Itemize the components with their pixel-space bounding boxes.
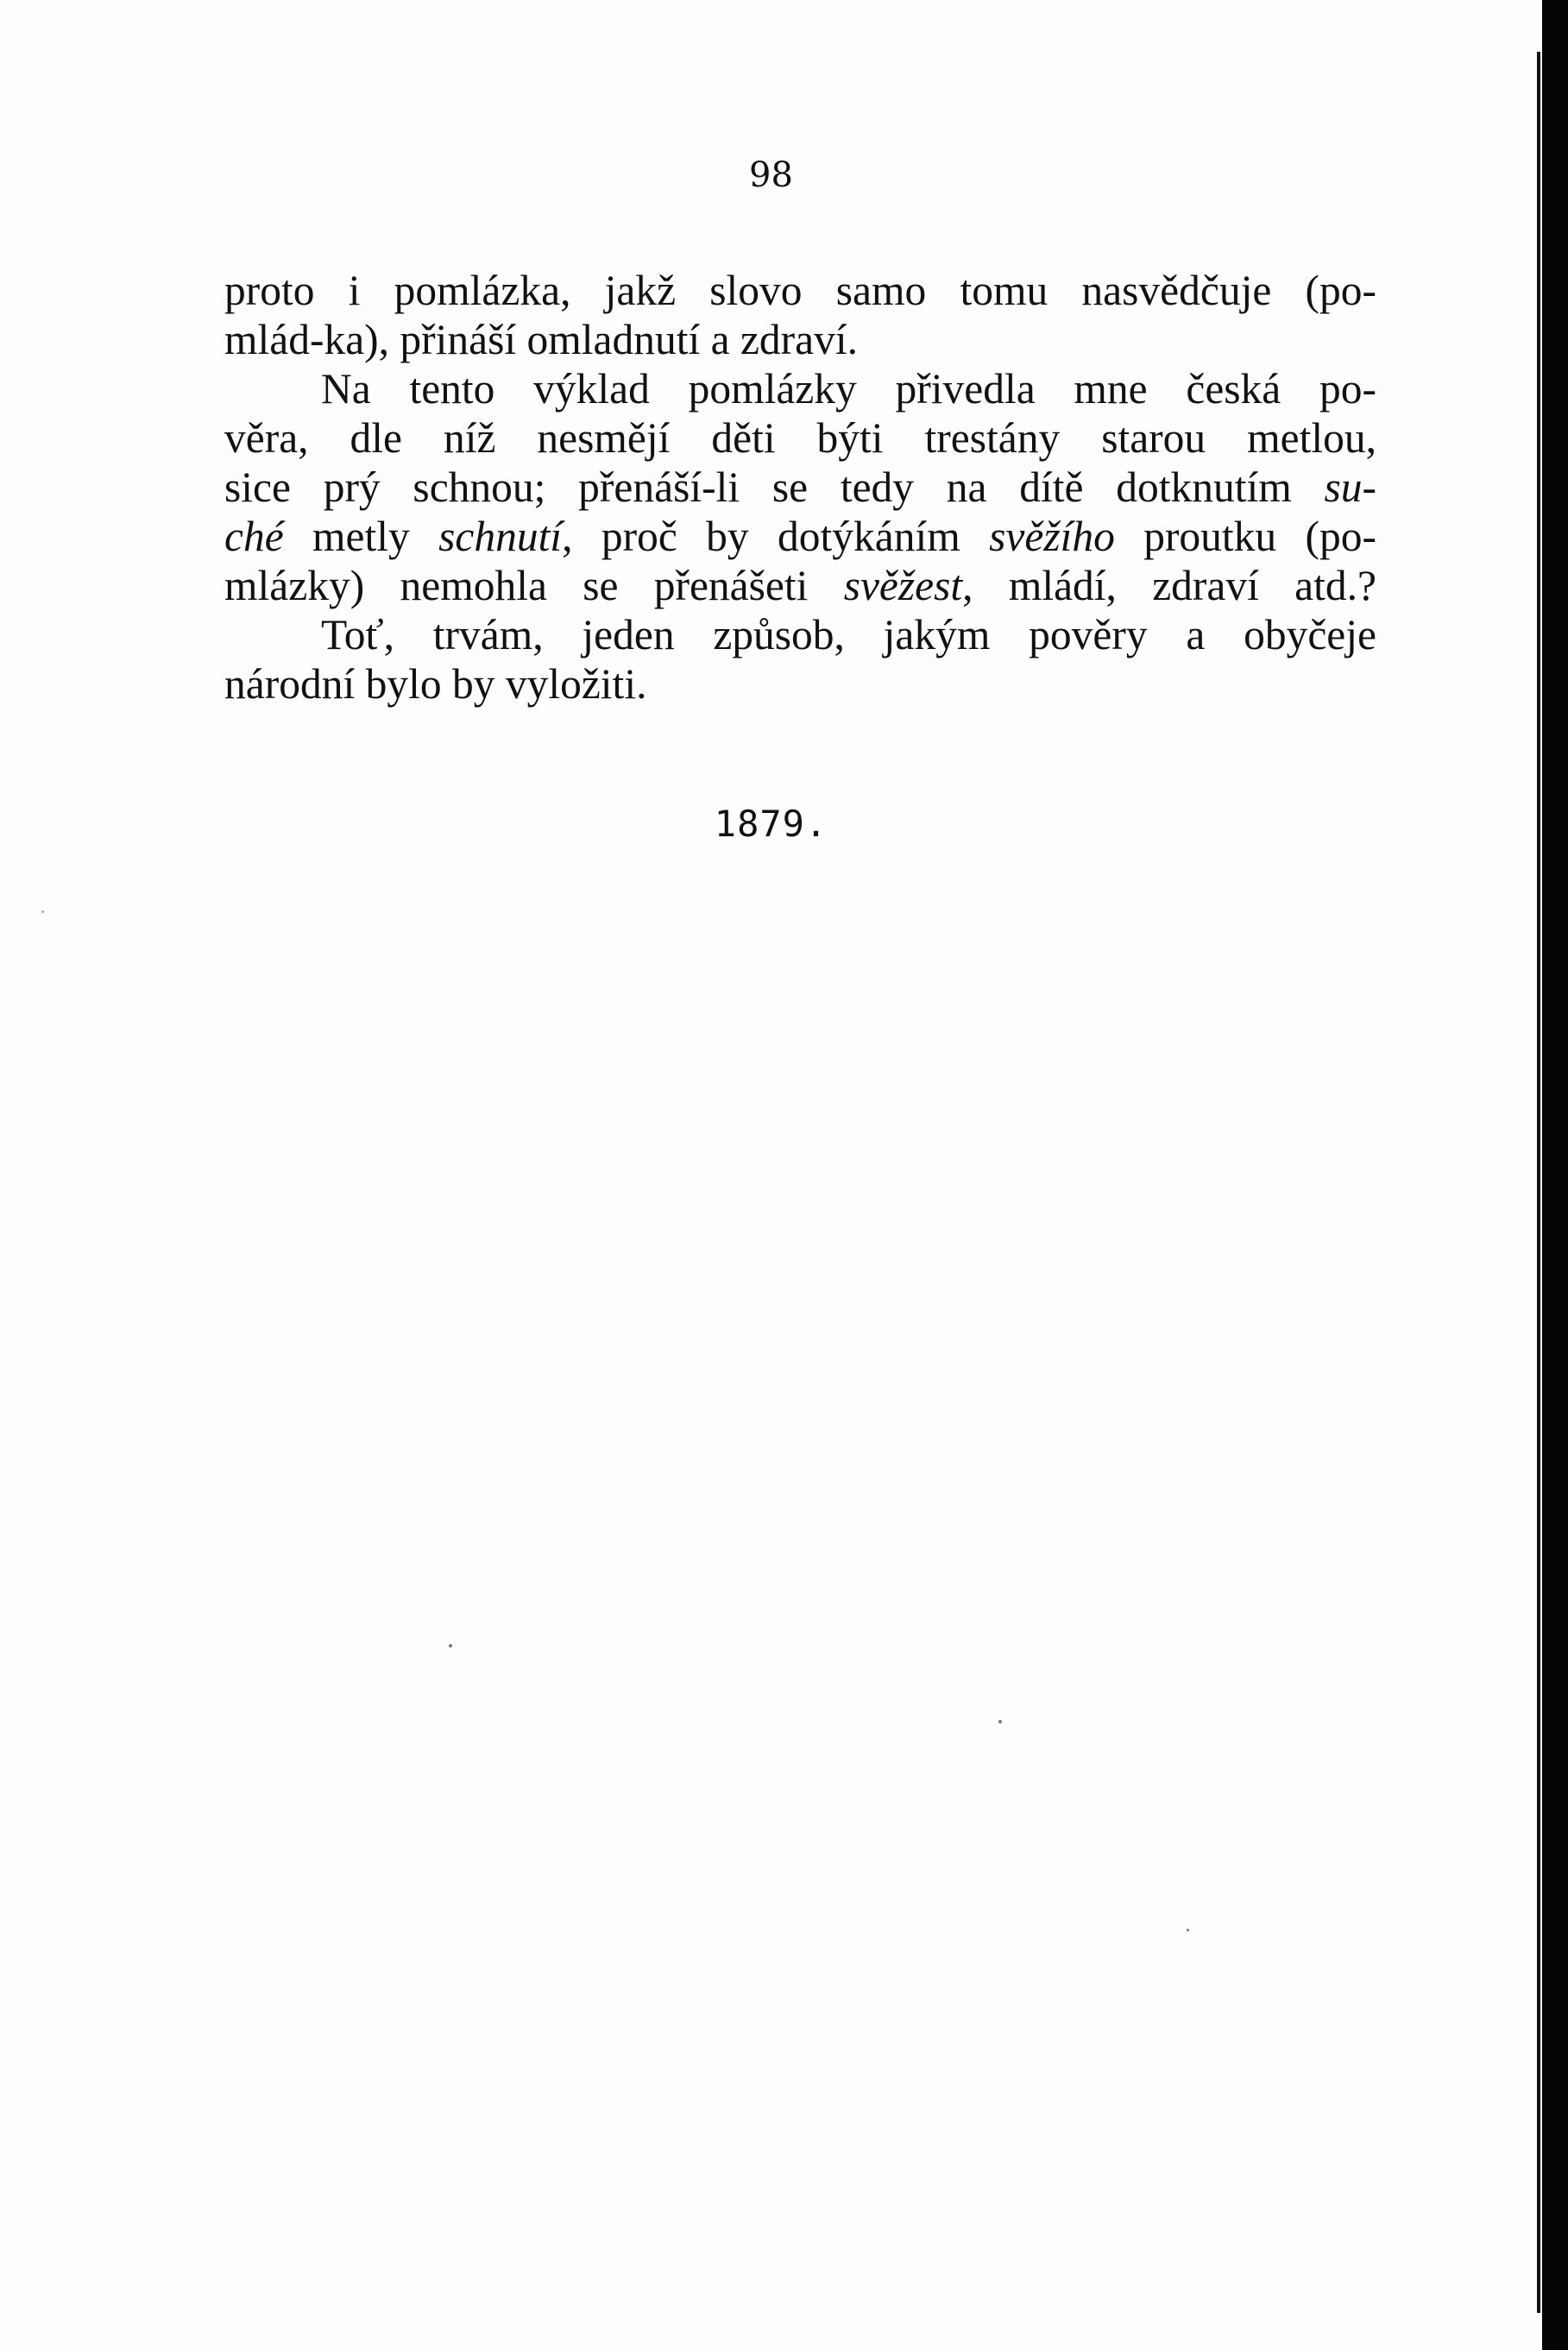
- body-text: [224, 266, 1376, 709]
- text-line: národní bylo by vyložiti.: [224, 660, 647, 708]
- year-caption: 1879.: [714, 803, 828, 845]
- paper-speck: [449, 1644, 452, 1648]
- paragraph-start-line: Na tento výklad pomlázky přivedla mne česká po-: [321, 365, 1376, 413]
- paper-speck: [1187, 1929, 1189, 1931]
- text-line: proto i pomlázka, jakž slovo samo tomu nasvědčuje (po-: [224, 267, 1376, 314]
- page-number: 98: [749, 155, 793, 195]
- paper-speck: [998, 1720, 1002, 1723]
- page-edge-line: [1537, 52, 1540, 2313]
- text-line: mlád-ka), přináší omladnutí a zdraví.: [224, 316, 859, 363]
- paper-speck: [41, 910, 44, 913]
- italic-word: ché: [224, 513, 284, 560]
- text-line: sice prý schnou; přenáší-li se tedy na dítě dotknutím su-: [224, 463, 1376, 511]
- paragraph-start-line: Toť, trvám, jeden způsob, jakým pověry a obyčeje: [321, 611, 1376, 658]
- italic-word: svěžího: [989, 513, 1115, 560]
- italic-word: svěžest: [843, 562, 963, 609]
- text-line: mlázky) nemohla se přenášeti svěžest, mládí, zdraví atd.?: [224, 562, 1376, 609]
- text-line: věra, dle níž nesmějí děti býti trestány starou metlou,: [224, 414, 1376, 462]
- text-line: ché metly schnutí, proč by dotýkáním svěžího proutku (po-: [224, 513, 1376, 560]
- scan-border: [1542, 0, 1568, 2350]
- italic-word: su-: [1324, 463, 1376, 511]
- italic-word: schnutí: [438, 513, 563, 560]
